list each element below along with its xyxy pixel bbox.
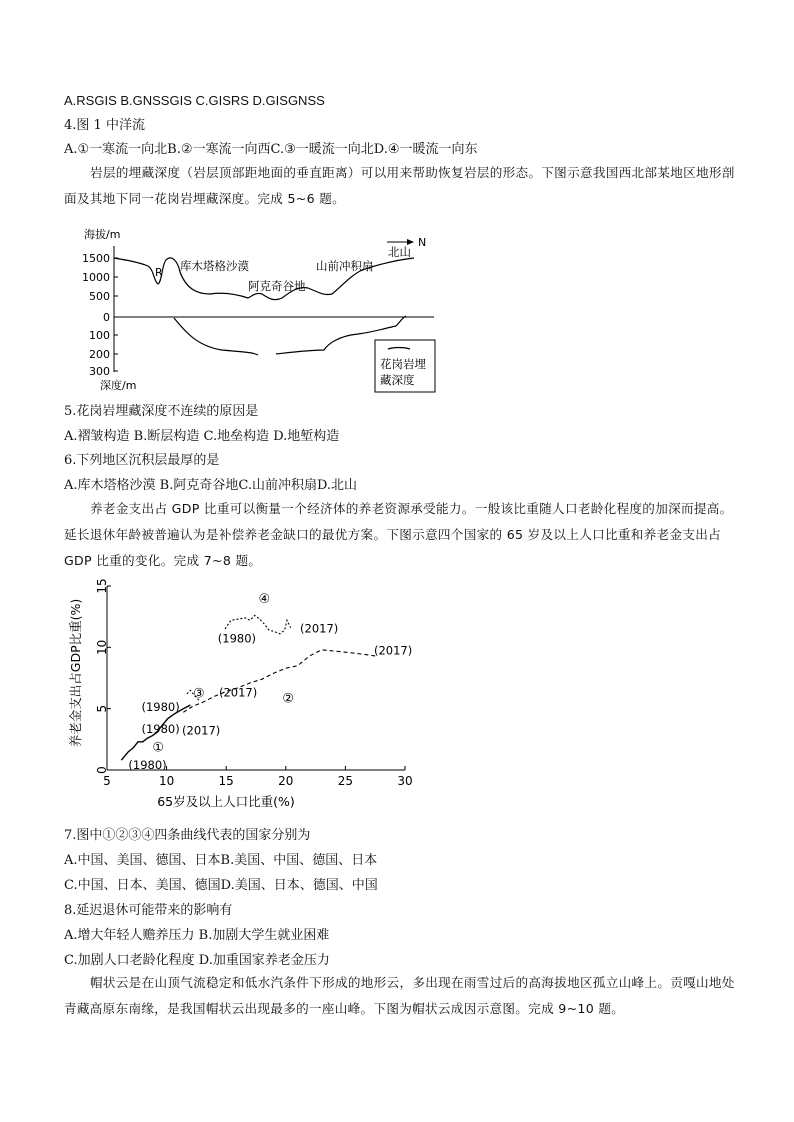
series-label-4-start_label: (1980)	[217, 631, 257, 646]
q7-stem: 7.图中①②③④四条曲线代表的国家分别为	[64, 828, 311, 843]
label-desert: 库木塔格沙漠	[180, 259, 249, 273]
passage-pension: 养老金支出占 GDP 比重可以衡量一个经济体的养老资源承受能力。一般该比重随人口老龄化程度的加深而提高。延长退休年龄被普遍认为是补偿养老金缺口的最优方案。下图示意四个国家的 65 岁及以上人口比重和养老金支出占 GDP 比重的变化。完成 7~8 题。	[64, 501, 733, 568]
y-axis-title: 养老金支出占GDP比重(%)	[68, 598, 83, 748]
pension-chart	[60, 574, 430, 814]
q5-options: A.褶皱构造 B.断层构造 C.地垒构造 D.地堑构造	[64, 429, 340, 444]
terrain-profile-figure	[62, 222, 440, 394]
tick-0: 0	[103, 311, 110, 324]
q4-options: A.①一寒流一向北B.②一寒流一向西C.③一暖流一向北D.④一暖流一向东	[64, 142, 478, 157]
y-tick-label: 10	[95, 639, 109, 655]
tick-300: 300	[89, 365, 110, 378]
q5-stem: 5.花岗岩埋藏深度不连续的原因是	[64, 404, 259, 419]
y-tick-label: 5	[95, 704, 109, 713]
series-label-3-name: ③	[192, 686, 205, 702]
series-label-2-start_label: (1980)	[141, 722, 180, 737]
tick-100: 100	[89, 329, 110, 342]
x-tick-label: 25	[337, 774, 354, 788]
series-label-2-end_label: (2017)	[373, 643, 413, 658]
x-tick-label: 10	[158, 774, 175, 788]
y-axis-bottom-label: 深度/m	[100, 379, 137, 392]
granite-depth-line-right	[276, 316, 406, 354]
label-fan: 山前冲积扇	[316, 259, 374, 273]
passage-granite: 岩层的埋藏深度（岩层顶部距地面的垂直距离）可以用来帮助恢复岩层的形态。下图示意我国西北部某地区地形剖面及其地下同一花岗岩埋藏深度。完成 5~6 题。	[64, 165, 735, 206]
q3-options: A.RSGIS B.GNSSGIS C.GISRS D.GISGNSS	[64, 93, 325, 108]
series-label-2-end_label: (2017)	[218, 685, 258, 700]
q7-options-1: A.中国、美国、德国、日本B.美国、中国、德国、日本	[64, 853, 378, 868]
north-label: N	[418, 236, 427, 249]
series-label-3-start_label: (1980)	[141, 700, 180, 715]
label-mountain: 北山	[388, 245, 411, 259]
q7-options-2: C.中国、日本、美国、德国D.美国、日本、德国、中国	[64, 878, 378, 893]
q8-stem: 8.延迟退休可能带来的影响有	[64, 903, 233, 918]
x-axis-title: 65岁及以上人口比重(%)	[157, 794, 295, 809]
series-label-1-end_label: (2017)	[182, 723, 221, 738]
tick-200: 200	[89, 348, 110, 361]
label-r: R	[155, 266, 163, 279]
y-axis-top-label: 海拔/m	[84, 228, 121, 241]
x-tick-label: 15	[218, 774, 234, 788]
q8-options-2: C.加剧人口老龄化程度 D.加重国家养老金压力	[64, 953, 330, 968]
x-tick-label: 20	[278, 774, 294, 788]
passage-cap-cloud: 帽状云是在山顶气流稳定和低水汽条件下形成的地形云，多出现在雨雪过后的高海拔地区孤立山峰上。贡嘎山地处青藏高原东南缘，是我国帽状云出现最多的一座山峰。下图为帽状云成因示意图。完成 9~10 题。	[64, 975, 735, 1016]
legend-label-2: 藏深度	[380, 373, 415, 387]
series-label-1-name: ①	[152, 740, 165, 756]
q6-stem: 6.下列地区沉积层最厚的是	[64, 453, 220, 468]
series-label-4-end_label: (2017)	[300, 621, 339, 636]
x-tick-label: 5	[103, 774, 111, 788]
y-tick-label: 15	[95, 578, 109, 594]
label-valley: 阿克奇谷地	[248, 279, 306, 293]
y-tick-label: 0	[95, 766, 109, 774]
series-line-2	[183, 650, 375, 713]
x-tick-label: 30	[397, 774, 413, 788]
legend-line-icon	[388, 348, 410, 350]
legend-label-1: 花岗岩埋	[380, 357, 426, 371]
granite-depth-line-left	[174, 318, 258, 355]
series-label-1-start_label: (1980)	[128, 757, 167, 772]
series-label-2-name: ②	[282, 691, 295, 707]
tick-500: 500	[89, 290, 110, 303]
q4-stem: 4.图 1 中洋流	[64, 118, 145, 133]
tick-1500: 1500	[82, 252, 110, 265]
tick-1000: 1000	[82, 271, 110, 284]
q6-options: A.库木塔格沙漠 B.阿克奇谷地C.山前冲积扇D.北山	[64, 478, 358, 493]
series-label-4-name: ④	[258, 592, 271, 608]
q8-options-1: A.增大年轻人赡养压力 B.加剧大学生就业困难	[64, 928, 330, 943]
